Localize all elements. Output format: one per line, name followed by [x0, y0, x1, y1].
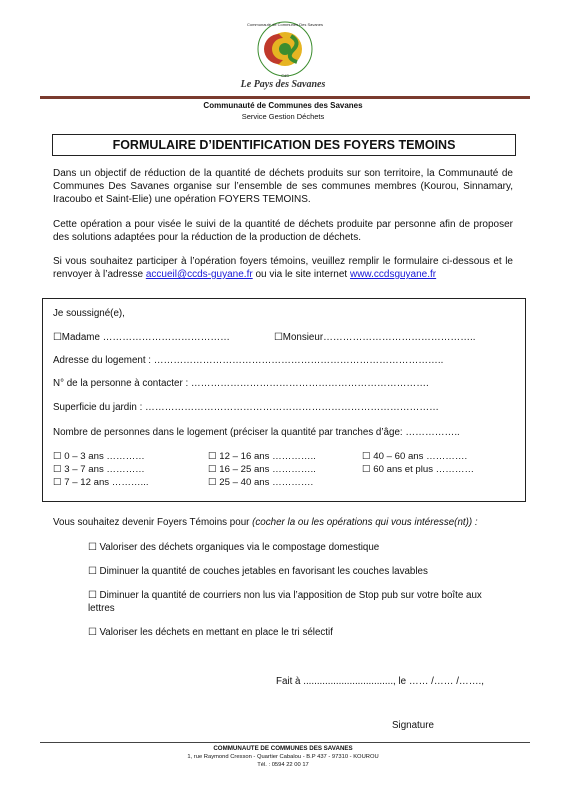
- option-stop-pub-cont: lettres: [88, 603, 115, 614]
- soussigne-label: Je soussigné(e),: [53, 308, 125, 319]
- footer-rule: [40, 742, 530, 743]
- address-field[interactable]: Adresse du logement : ……………………………………………………………………………..: [53, 355, 444, 366]
- tagline: Le Pays des Savanes: [240, 79, 326, 90]
- contact-field[interactable]: N° de la personne à contacter : ……………………………………………………………….: [53, 378, 429, 389]
- garden-area-field[interactable]: Superficie du jardin : ………………………………………………………………………………: [53, 402, 439, 413]
- option-compostage[interactable]: ☐ Valoriser des déchets organiques via le compostage domestique: [88, 542, 380, 553]
- logo-ring-text: Communauté de Communes Des Savanes: [246, 22, 324, 27]
- intro-paragraph-3-start: Si vous souhaitez participer à l’opération foyers témoins, veuillez remplir le formulaire ci-dessous et le renvoyer à l’adresse: [53, 256, 513, 280]
- age-25-40-checkbox[interactable]: ☐ 25 – 40 ans ………….: [208, 477, 314, 488]
- madame-field[interactable]: ☐Madame …………………………………: [53, 332, 230, 343]
- cds-logo: [243, 20, 327, 78]
- logo-letters: CdS: [281, 73, 289, 78]
- operations-intro-hint: (cocher la ou les opérations qui vous intéresse(nt)) :: [252, 517, 478, 528]
- intro-paragraph-3: [53, 255, 513, 281]
- option-stop-pub[interactable]: ☐ Diminuer la quantité de courriers non lus via l’apposition de Stop pub sur votre boîte aux: [88, 590, 482, 601]
- fait-a-field[interactable]: Fait à ................................., le …… /…… /…….,: [276, 676, 484, 687]
- header-rule: [40, 96, 530, 99]
- footer-phone: Tél. : 0594 22 00 17: [257, 762, 309, 768]
- email-link[interactable]: accueil@ccds-guyane.fr: [145, 269, 253, 280]
- age-7-12-checkbox[interactable]: ☐ 7 – 12 ans ………...: [53, 477, 149, 488]
- age-40-60-checkbox[interactable]: ☐ 40 – 60 ans ………….: [362, 451, 468, 462]
- footer-organization: COMMUNAUTE DE COMMUNES DES SAVANES: [213, 745, 353, 752]
- age-16-25-checkbox[interactable]: ☐ 16 – 25 ans …………..: [208, 464, 316, 475]
- age-60-plus-checkbox[interactable]: ☐ 60 ans et plus …………: [362, 464, 475, 475]
- organization-name: Communauté de Communes des Savanes: [203, 101, 363, 110]
- page-title: FORMULAIRE D’IDENTIFICATION DES FOYERS TEMOINS: [112, 138, 456, 152]
- operations-intro: [53, 517, 478, 528]
- household-size-field[interactable]: Nombre de personnes dans le logement (préciser la quantité par tranches d’âge: ……………..: [53, 427, 460, 438]
- footer-address: 1, rue Raymond Cresson - Quartier Cabalou - B.P 437 - 97310 - KOUROU: [187, 754, 379, 760]
- option-tri-selectif[interactable]: ☐ Valoriser les déchets en mettant en place le tri sélectif: [88, 627, 333, 638]
- intro-paragraph-2: Cette opération a pour visée le suivi de la quantité de déchets produite par personne afin de proposer des solutions adaptées pour la réduction de la production de déchets.: [53, 219, 513, 243]
- title-box: [52, 134, 516, 156]
- age-0-3-checkbox[interactable]: ☐ 0 – 3 ans …………: [53, 451, 145, 462]
- monsieur-field[interactable]: ☐Monsieur………………………………………..: [274, 332, 476, 343]
- service-name: Service Gestion Déchets: [241, 112, 325, 121]
- signature-label: Signature: [392, 720, 434, 731]
- age-3-7-checkbox[interactable]: ☐ 3 – 7 ans …………: [53, 464, 145, 475]
- website-link[interactable]: www.ccdsguyane.fr: [349, 269, 437, 280]
- intro-paragraph-1: Dans un objectif de réduction de la quantité de déchets produits sur son territoire, la Communauté de Communes Des Savanes organise sur l’ensemble de ses communes membres (Kourou, Sinnamary, Iracoubo et Saint-Elie) une opération FOYERS TEMOINS.: [53, 168, 513, 205]
- age-12-16-checkbox[interactable]: ☐ 12 – 16 ans …………..: [208, 451, 316, 462]
- intro-paragraph-3-mid: ou via le site internet: [252, 269, 350, 280]
- operations-intro-text: Vous souhaitez devenir Foyers Témoins pour: [53, 517, 253, 528]
- option-couches[interactable]: ☐ Diminuer la quantité de couches jetables en favorisant les couches lavables: [88, 566, 428, 577]
